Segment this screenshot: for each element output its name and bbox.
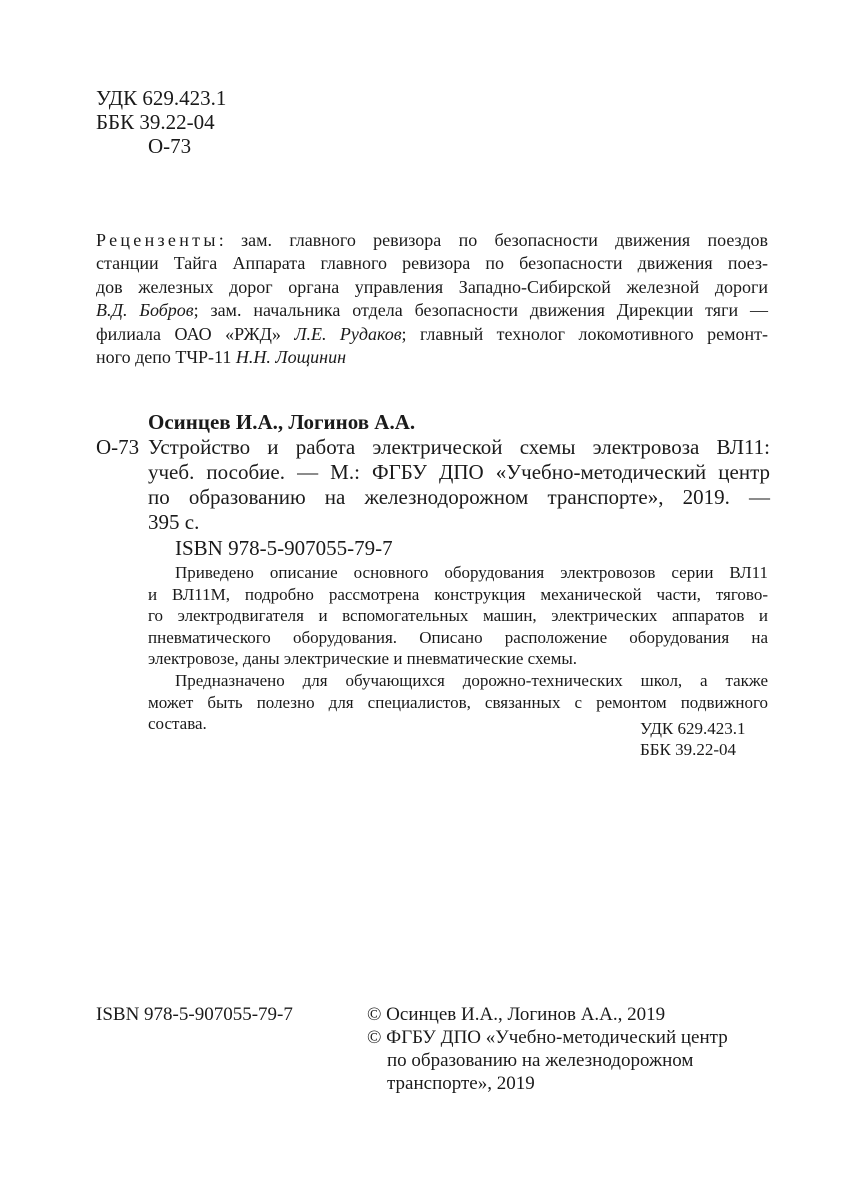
bib-line-3: по образованию на железнодорожном транспорте», 2019. — — [148, 485, 770, 509]
annotation-line-1: Приведено описание основного оборудования электровозов серии ВЛ11 — [175, 563, 768, 582]
annotation-line-4: пневматического оборудования. Описано расположение оборудования на — [148, 627, 768, 647]
annotation-line-3: го электродвигателя и вспомогательных машин, электрических аппаратов и — [148, 606, 768, 626]
copyright-line-2: © ФГБУ ДПО «Учебно-методический центр — [367, 1027, 728, 1048]
bib-line-2: учеб. пособие. — М.: ФГБУ ДПО «Учебно-методический центр — [148, 460, 770, 484]
reviewers-line-5-text: ; главный технолог локомотивного ремонт- — [401, 323, 768, 344]
isbn-footer: ISBN 978-5-907055-79-7 — [96, 1004, 293, 1025]
reviewers-line-5 — [96, 323, 768, 346]
reviewer-name-bobrov: В.Д. Бобров — [96, 300, 194, 321]
copyright-line-4: транспорте», 2019 — [387, 1073, 535, 1094]
bbk-code: ББК 39.22-04 — [96, 110, 215, 134]
bbk-code-annotation: ББК 39.22-04 — [640, 740, 737, 759]
copyright-block — [367, 1003, 728, 1095]
reviewers-line-4-text: ; зам. начальника отдела безопасности движения Дирекции тяги — — [193, 300, 768, 321]
reviewers-line-6-start: ного депо ТЧР-11 — [96, 347, 236, 368]
authors-heading: Осинцев И.А., Логинов А.А. — [148, 410, 416, 434]
copyright-line-1: © Осинцев И.А., Логинов А.А., 2019 — [367, 1004, 666, 1025]
annotation-line-6: Предназначено для обучающихся дорожно-технических школ, а также — [175, 670, 768, 690]
copyright-line-3: по образованию на железнодорожном — [387, 1050, 694, 1071]
isbn-main: ISBN 978-5-907055-79-7 — [175, 536, 393, 560]
reviewers-line-1 — [96, 229, 768, 252]
reviewers-line-2: станции Тайга Аппарата главного ревизора по безопасности движения поез- — [96, 253, 768, 274]
bib-line-4: 395 с. — [148, 510, 200, 534]
reviewers-line-3: дов железных дорог органа управления Западно-Сибирской железной дороги — [96, 276, 768, 297]
author-mark-bib: О-73 — [96, 435, 140, 459]
annotation-line-5: электровозе, даны электрические и пневматические схемы. — [148, 649, 578, 669]
bib-line-1: Устройство и работа электрической схемы электровоза ВЛ11: — [148, 435, 770, 459]
annotation-line-7: может быть полезно для специалистов, связанных с ремонтом подвижного — [148, 692, 768, 712]
reviewers-block — [96, 229, 768, 369]
reviewers-label: Рецензенты — [96, 230, 219, 250]
udk-code: УДК 629.423.1 — [96, 86, 227, 110]
reviewers-line-5-start: филиала ОАО «РЖД» — [96, 323, 295, 344]
reviewers-line-1-text: : зам. главного ревизора по безопасности движения поездов — [218, 230, 768, 250]
reviewer-name-loshchinin: Н.Н. Лощинин — [235, 347, 347, 368]
reviewer-name-rudakov: Л.Е. Рудаков — [294, 323, 402, 344]
annotation-line-8: состава. — [148, 714, 207, 734]
reviewers-line-4 — [96, 299, 768, 322]
udk-code-annotation: УДК 629.423.1 — [640, 719, 746, 738]
author-mark: О-73 — [148, 134, 192, 158]
annotation-block — [148, 562, 768, 735]
reviewers-line-6 — [96, 346, 768, 369]
bibliographic-description — [148, 435, 770, 535]
annotation-line-2: и ВЛ11М, подробно рассмотрена конструкция механической части, тягово- — [148, 584, 768, 604]
